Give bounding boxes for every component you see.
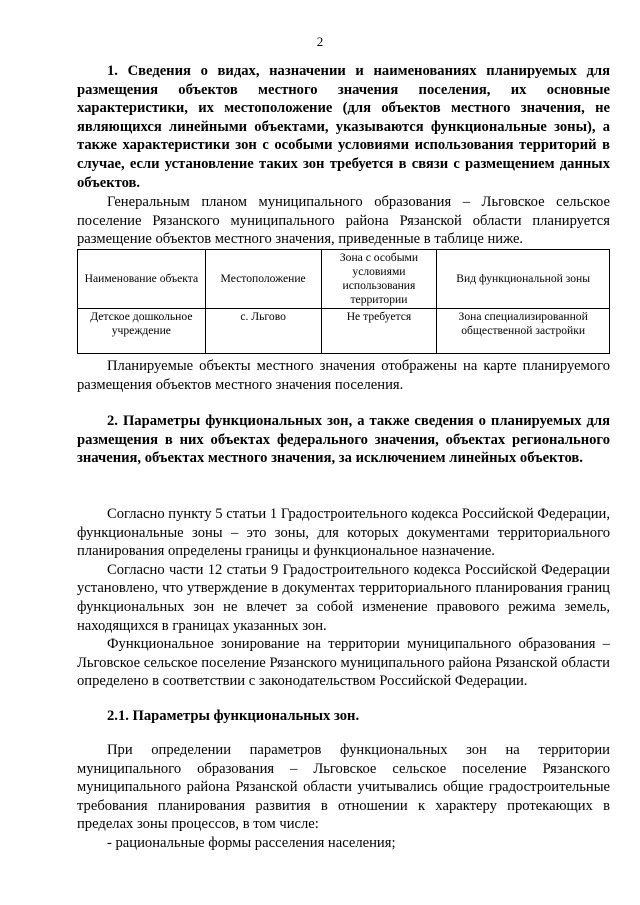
section-2-1-heading [77, 707, 610, 726]
section-1-heading-text: 1. Сведения о видах, назначении и наименованиях планируемых для размещения объектов местного значения поселения, их основные характеристики, их местоположение (для объектов местного значения, не являющихся линейными объектами, указываются функциональные зоны), а также характеристики зон с особыми условиями использования территорий в случае, если установление таких зон требуется в связи с размещением данных объектов. [77, 63, 610, 191]
table-row [78, 309, 610, 354]
section-1-intro [77, 193, 610, 249]
table-header-cell: Зона с особыми условиями использования территории [321, 250, 437, 309]
section-2-paragraph: Функциональное зонирование на территории муниципального образования – Льговское сельское поселение Рязанского муниципального района Рязанской области определено в соответствии с законодательством Российской Федерации. [77, 636, 610, 690]
table-cell: Детское дошкольное учреждение [78, 309, 206, 354]
section-2-1-heading-text: 2.1. Параметры функциональных зон. [107, 708, 360, 724]
section-2-heading-text: 2. Параметры функциональных зон, а также сведения о планируемых для размещения в них объектах федерального значения, объектах регионального значения, объектах местного значения, за исключением линейных объектов. [77, 413, 610, 467]
table-header-row [78, 250, 610, 309]
page-number: 2 [316, 34, 324, 49]
section-2-1-paragraph: При определении параметров функциональных зон на территории муниципального образования – Льговское сельское поселение Рязанского муниципального района Рязанской области учитывались общие градостроительные требования планирования развития в отношении к характеру протекающих в пределах зоны процессов, в том числе: [77, 742, 610, 833]
table-header-cell: Вид функциональной зоны [437, 250, 610, 309]
table-cell: Зона специализированной общественной застройки [437, 309, 610, 354]
section-2-heading [77, 412, 610, 468]
table-cell: Не требуется [321, 309, 437, 354]
section-1-heading [77, 62, 610, 192]
section-2-1-list-item: - рациональные формы расселения населения; [107, 834, 396, 851]
table-header-cell: Наименование объекта [78, 250, 206, 309]
after-table-text: Планируемые объекты местного значения отображены на карте планируемого размещения объектов местного значения поселения. [77, 358, 610, 393]
table-cell: с. Льгово [205, 309, 321, 354]
section-1-intro-text: Генеральным планом муниципального образования – Льговское сельское поселение Рязанского муниципального района Рязанской области планируется размещение объектов местного значения, приведенные в таблице ниже. [77, 194, 610, 248]
section-2-1-body [77, 741, 610, 853]
section-2-paragraph: Согласно пункту 5 статьи 1 Градостроительного кодекса Российской Федерации, функциональные зоны – это зоны, для которых документами территориального планирования определены границы и функциональное назначение. [77, 506, 610, 560]
objects-table [77, 249, 610, 354]
table-header-cell: Местоположение [205, 250, 321, 309]
section-2-paragraph: Согласно части 12 статьи 9 Градостроительного кодекса Российской Федерации установлено, что утверждение в документах территориального планирования границ функциональных зон не влечет за собой изменение правового режима земель, находящихся в границах указанных зон. [77, 561, 610, 634]
section-1-after-table [77, 357, 610, 394]
section-2-body [77, 505, 610, 691]
